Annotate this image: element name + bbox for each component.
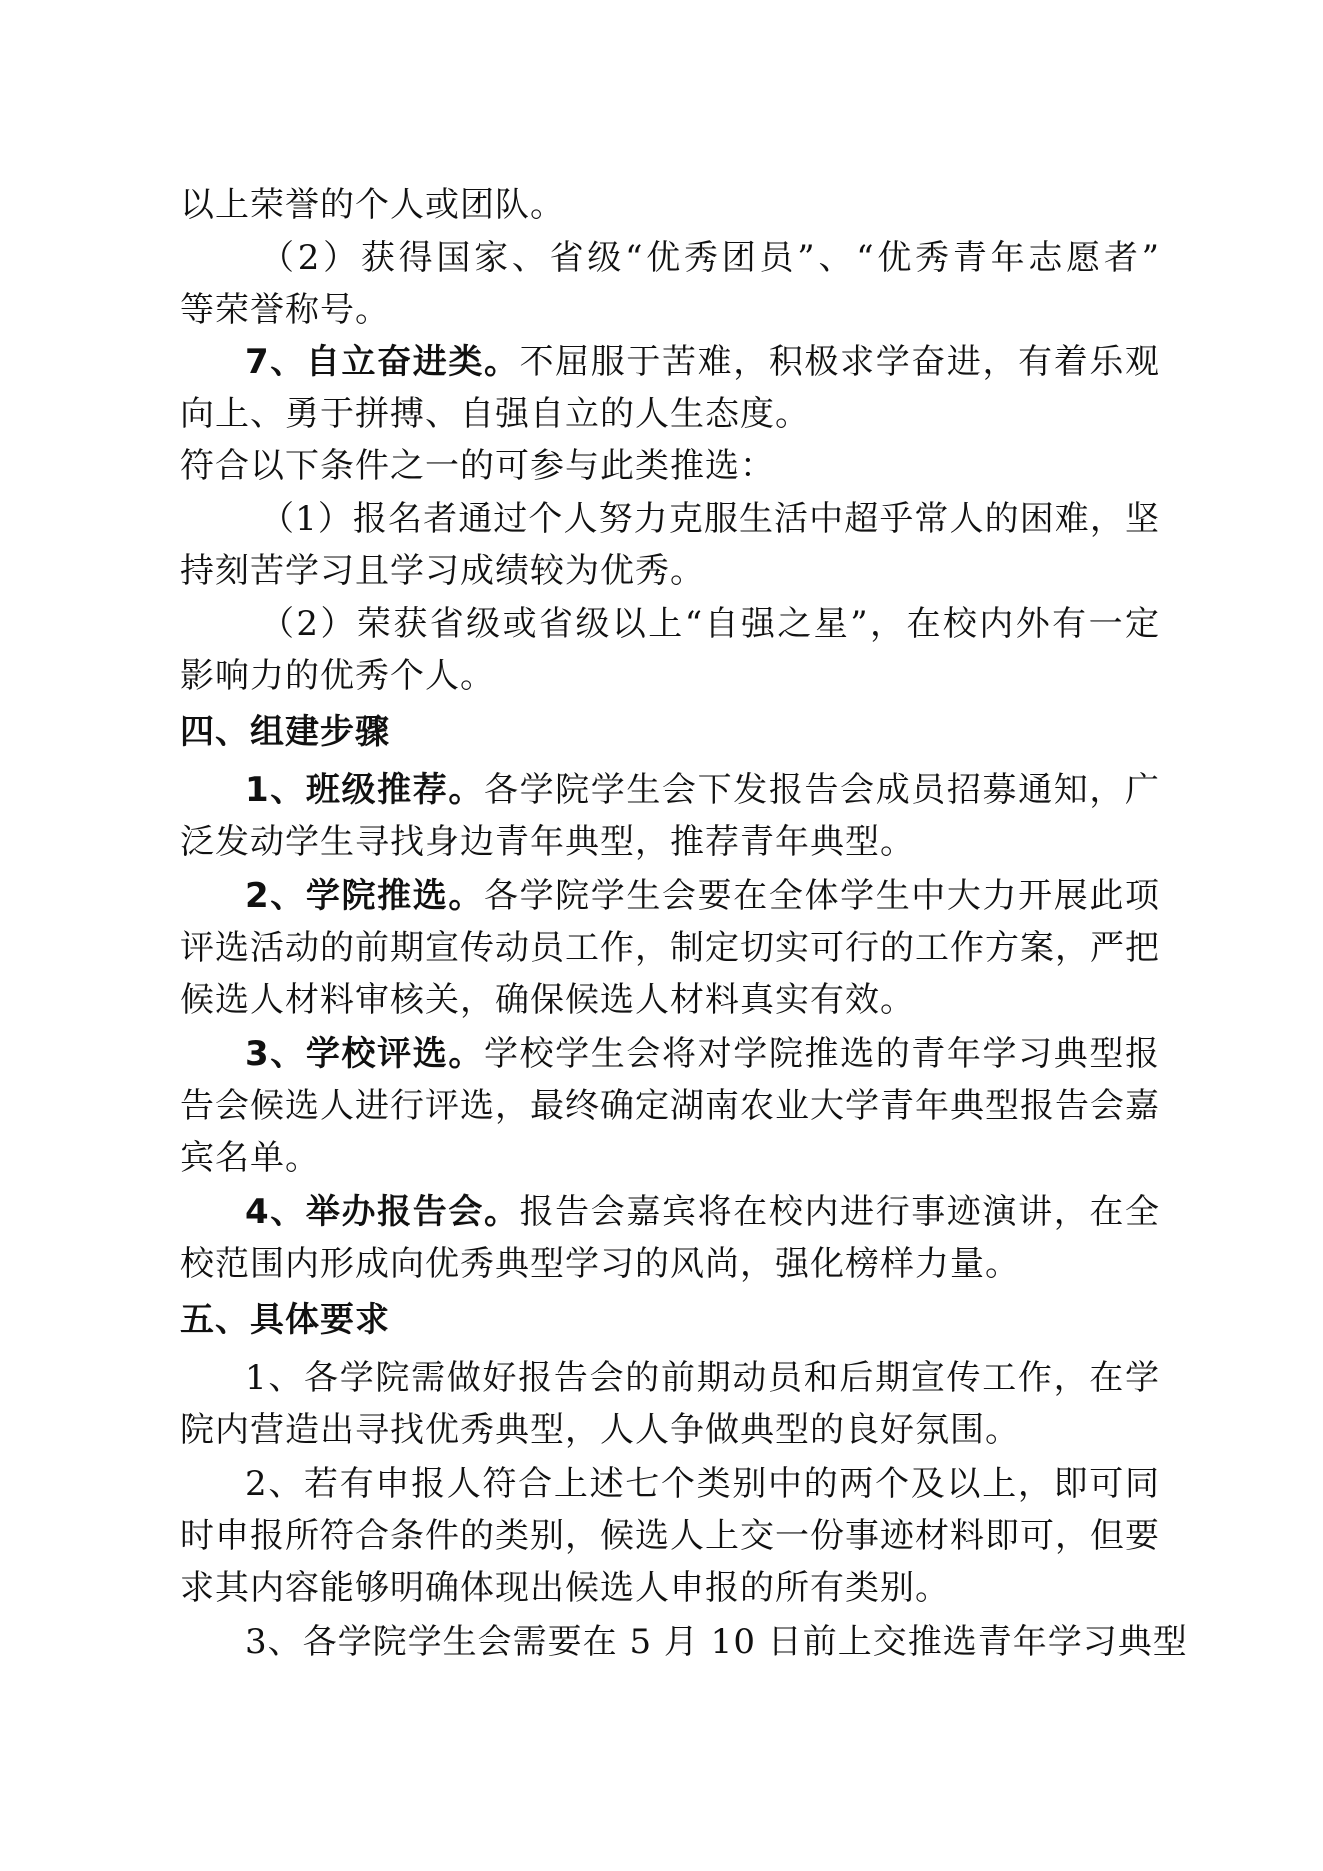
paragraph-line: 3、各学院学生会需要在 5 月 10 日前上交推选青年学习典型	[245, 1622, 1188, 1662]
paragraph-line: 告会候选人进行评选，最终确定湖南农业大学青年典型报告会嘉	[180, 1086, 1160, 1126]
paragraph-line: 候选人材料审核关，确保候选人材料真实有效。	[180, 980, 915, 1020]
paragraph-line	[245, 1192, 1160, 1232]
category-text: 不屈服于苦难，积极求学奋进，有着乐观	[519, 342, 1160, 382]
paragraph-line: （2）荣获省级或省级以上“自强之星”，在校内外有一定	[260, 604, 1160, 644]
paragraph-line: （1）报名者通过个人努力克服生活中超乎常人的困难，坚	[260, 499, 1160, 539]
paragraph-line: 符合以下条件之一的可参与此类推选：	[180, 446, 775, 486]
paragraph-line	[245, 770, 1160, 810]
step-text: 报告会嘉宾将在校内进行事迹演讲，在全	[519, 1192, 1160, 1232]
section-heading: 五、具体要求	[180, 1300, 390, 1340]
paragraph-line: 求其内容能够明确体现出候选人申报的所有类别。	[180, 1568, 950, 1608]
step-text: 各学院学生会下发报告会成员招募通知，广	[483, 770, 1160, 810]
paragraph-line: 影响力的优秀个人。	[180, 656, 495, 696]
paragraph-line	[245, 342, 1160, 382]
step-title: 1、班级推荐。	[245, 770, 484, 810]
category-title: 7、自立奋进类。	[245, 342, 520, 382]
step-text: 学校学生会将对学院推选的青年学习典型报	[483, 1034, 1160, 1074]
step-text: 各学院学生会要在全体学生中大力开展此项	[483, 876, 1160, 916]
paragraph-line	[245, 876, 1160, 916]
paragraph-line: 评选活动的前期宣传动员工作，制定切实可行的工作方案，严把	[180, 928, 1160, 968]
paragraph-line: 持刻苦学习且学习成绩较为优秀。	[180, 551, 705, 591]
paragraph-line: 校范围内形成向优秀典型学习的风尚，强化榜样力量。	[180, 1244, 1020, 1284]
paragraph-line: 向上、勇于拼搏、自强自立的人生态度。	[180, 394, 810, 434]
paragraph-line: 1、各学院需做好报告会的前期动员和后期宣传工作，在学	[245, 1358, 1160, 1398]
paragraph-line	[245, 1034, 1160, 1074]
paragraph-line: 宾名单。	[180, 1138, 320, 1178]
paragraph-line: 时申报所符合条件的类别，候选人上交一份事迹材料即可，但要	[180, 1516, 1160, 1556]
paragraph-line: 泛发动学生寻找身边青年典型，推荐青年典型。	[180, 822, 915, 862]
paragraph-line: 2、若有申报人符合上述七个类别中的两个及以上，即可同	[245, 1464, 1160, 1504]
paragraph-line: 以上荣誉的个人或团队。	[180, 185, 565, 225]
step-title: 2、学院推选。	[245, 876, 484, 916]
paragraph-line: （2）获得国家、省级“优秀团员”、“优秀青年志愿者”	[260, 238, 1160, 278]
section-heading: 四、组建步骤	[180, 712, 390, 752]
paragraph-line: 院内营造出寻找优秀典型，人人争做典型的良好氛围。	[180, 1410, 1020, 1450]
step-title: 3、学校评选。	[245, 1034, 484, 1074]
paragraph-line: 等荣誉称号。	[180, 290, 390, 330]
step-title: 4、举办报告会。	[245, 1192, 520, 1232]
